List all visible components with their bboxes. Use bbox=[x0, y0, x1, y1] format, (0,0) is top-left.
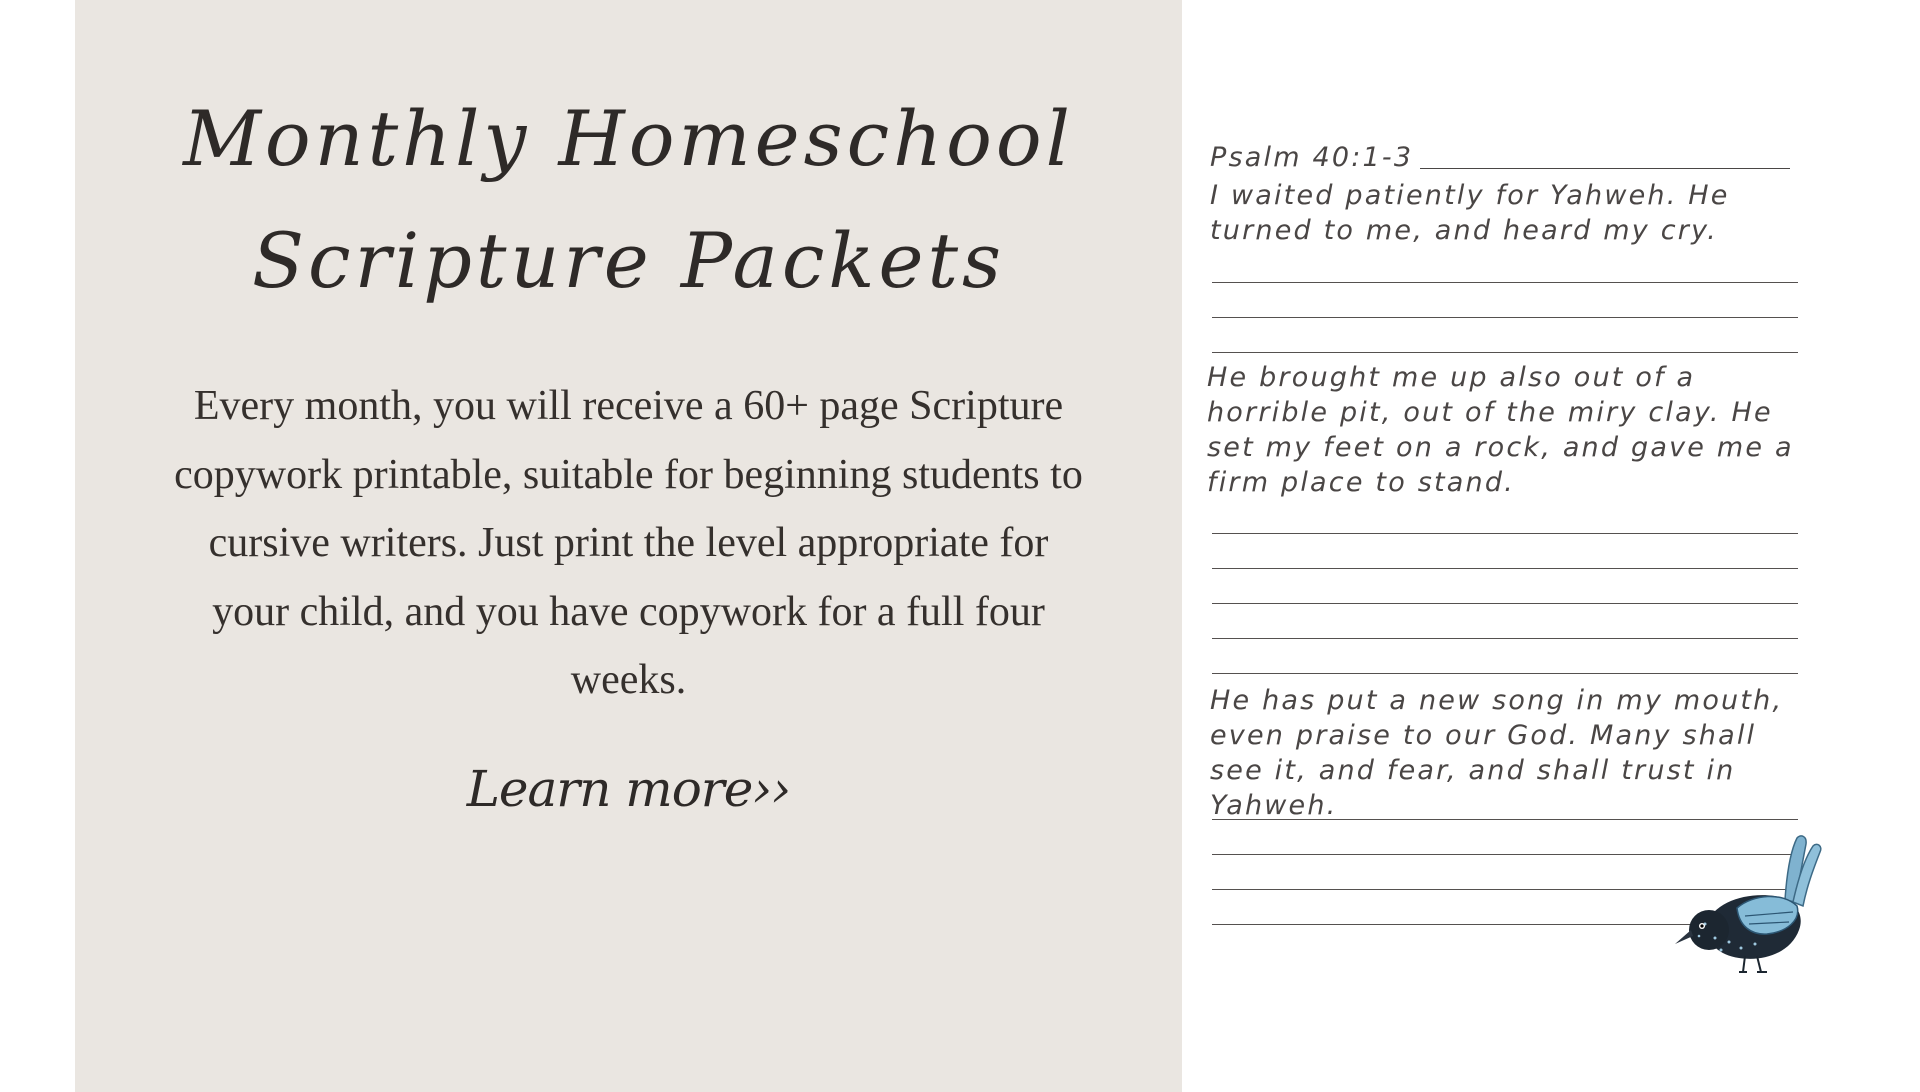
promo-title-line-1: Monthly Homeschool bbox=[183, 94, 1074, 183]
writing-line bbox=[1212, 819, 1798, 820]
writing-line bbox=[1212, 638, 1798, 639]
learn-more-link[interactable]: Learn more›› bbox=[466, 760, 791, 818]
verse-3-text: He has put a new song in my mouth, even praise to our God. Many shall see it, and fear, and shall trust in Yahweh. bbox=[1210, 685, 1784, 821]
reference-underline bbox=[1420, 168, 1790, 169]
writing-line bbox=[1212, 924, 1712, 925]
writing-line bbox=[1212, 603, 1798, 604]
promo-panel bbox=[75, 0, 1182, 1092]
verse-2-text: He brought me up also out of a horrible pit, out of the miry clay. He set my feet on a rock, and gave me a firm place to stand. bbox=[1207, 362, 1794, 498]
writing-line bbox=[1212, 568, 1798, 569]
writing-line bbox=[1212, 352, 1798, 353]
writing-line bbox=[1212, 317, 1798, 318]
verse-1-text: I waited patiently for Yahweh. He turned to me, and heard my cry. bbox=[1210, 180, 1730, 246]
writing-line bbox=[1212, 673, 1798, 674]
scripture-reference: Psalm 40:1-3 bbox=[1210, 142, 1414, 173]
bird-icon bbox=[1675, 830, 1830, 980]
writing-line bbox=[1212, 282, 1798, 283]
writing-line bbox=[1212, 533, 1798, 534]
promo-description: Every month, you will receive a 60+ page Scripture copywork printable, suitable for beginning students to cursive writers. Just print the level appropriate for your child, and you have copywork for a full four weeks. bbox=[174, 383, 1083, 703]
promo-title bbox=[75, 78, 1182, 322]
promo-title-line-2: Scripture Packets bbox=[251, 216, 1006, 305]
